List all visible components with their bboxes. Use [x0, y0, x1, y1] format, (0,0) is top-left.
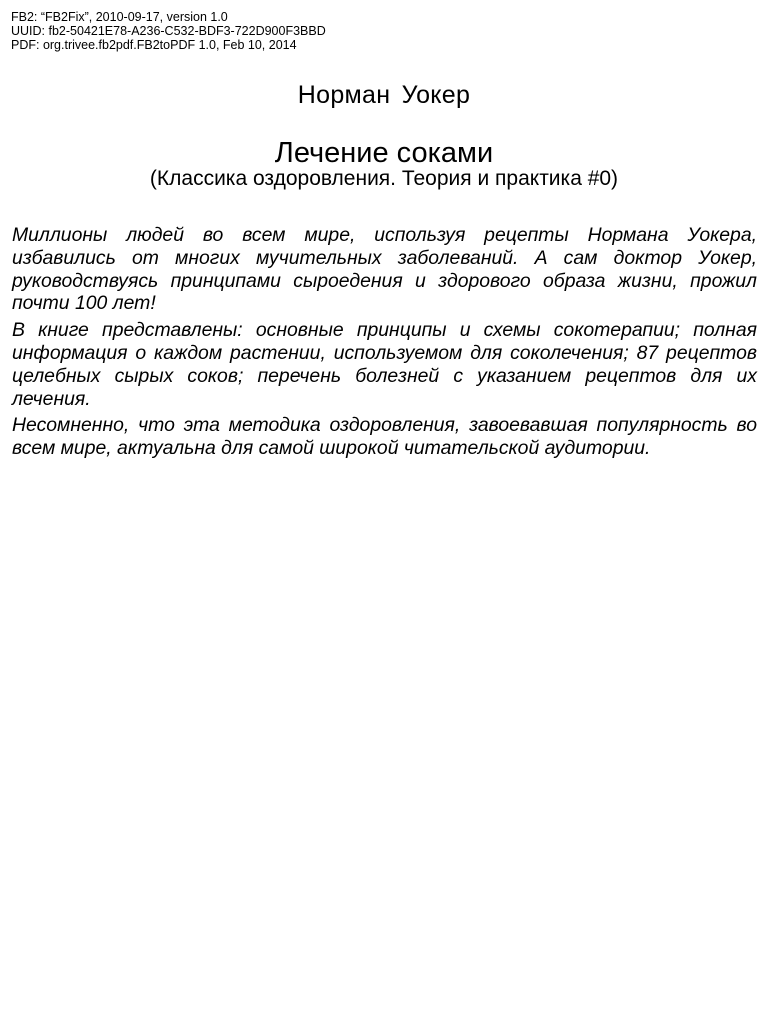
meta-uuid-line: UUID: fb2-50421E78-A236-C532-BDF3-722D900F3BBD — [11, 24, 326, 38]
book-annotation — [12, 224, 757, 464]
meta-pdf-line: PDF: org.trivee.fb2pdf.FB2toPDF 1.0, Feb 10, 2014 — [11, 38, 297, 52]
annotation-paragraph: Несомненно, что эта методика оздоровления, завоевавшая популярность во всем мире, актуальна для самой широкой читательской аудитории. — [12, 414, 757, 460]
book-title: Лечение соками — [274, 137, 494, 169]
annotation-paragraph: Миллионы людей во всем мире, используя рецепты Нормана Уокера, избавились от многих мучительных заболеваний. А сам доктор Уокер, руководствуясь принципами сыроедения и здорового образа жизни, прожил почти 100 лет! — [12, 224, 757, 315]
book-subtitle: (Классика оздоровления. Теория и практика #0) — [149, 167, 619, 190]
meta-fb2-line: FB2: “FB2Fix”, 2010-09-17, version 1.0 — [11, 10, 228, 24]
document-metadata — [11, 10, 326, 52]
book-author: Норман Уокер — [297, 81, 471, 109]
annotation-paragraph: В книге представлены: основные принципы и схемы сокотерапии; полная информация о каждом растении, используемом для соколечения; 87 рецептов целебных сырых соков; перечень болезней с указанием рецептов для их лечения. — [12, 319, 757, 410]
